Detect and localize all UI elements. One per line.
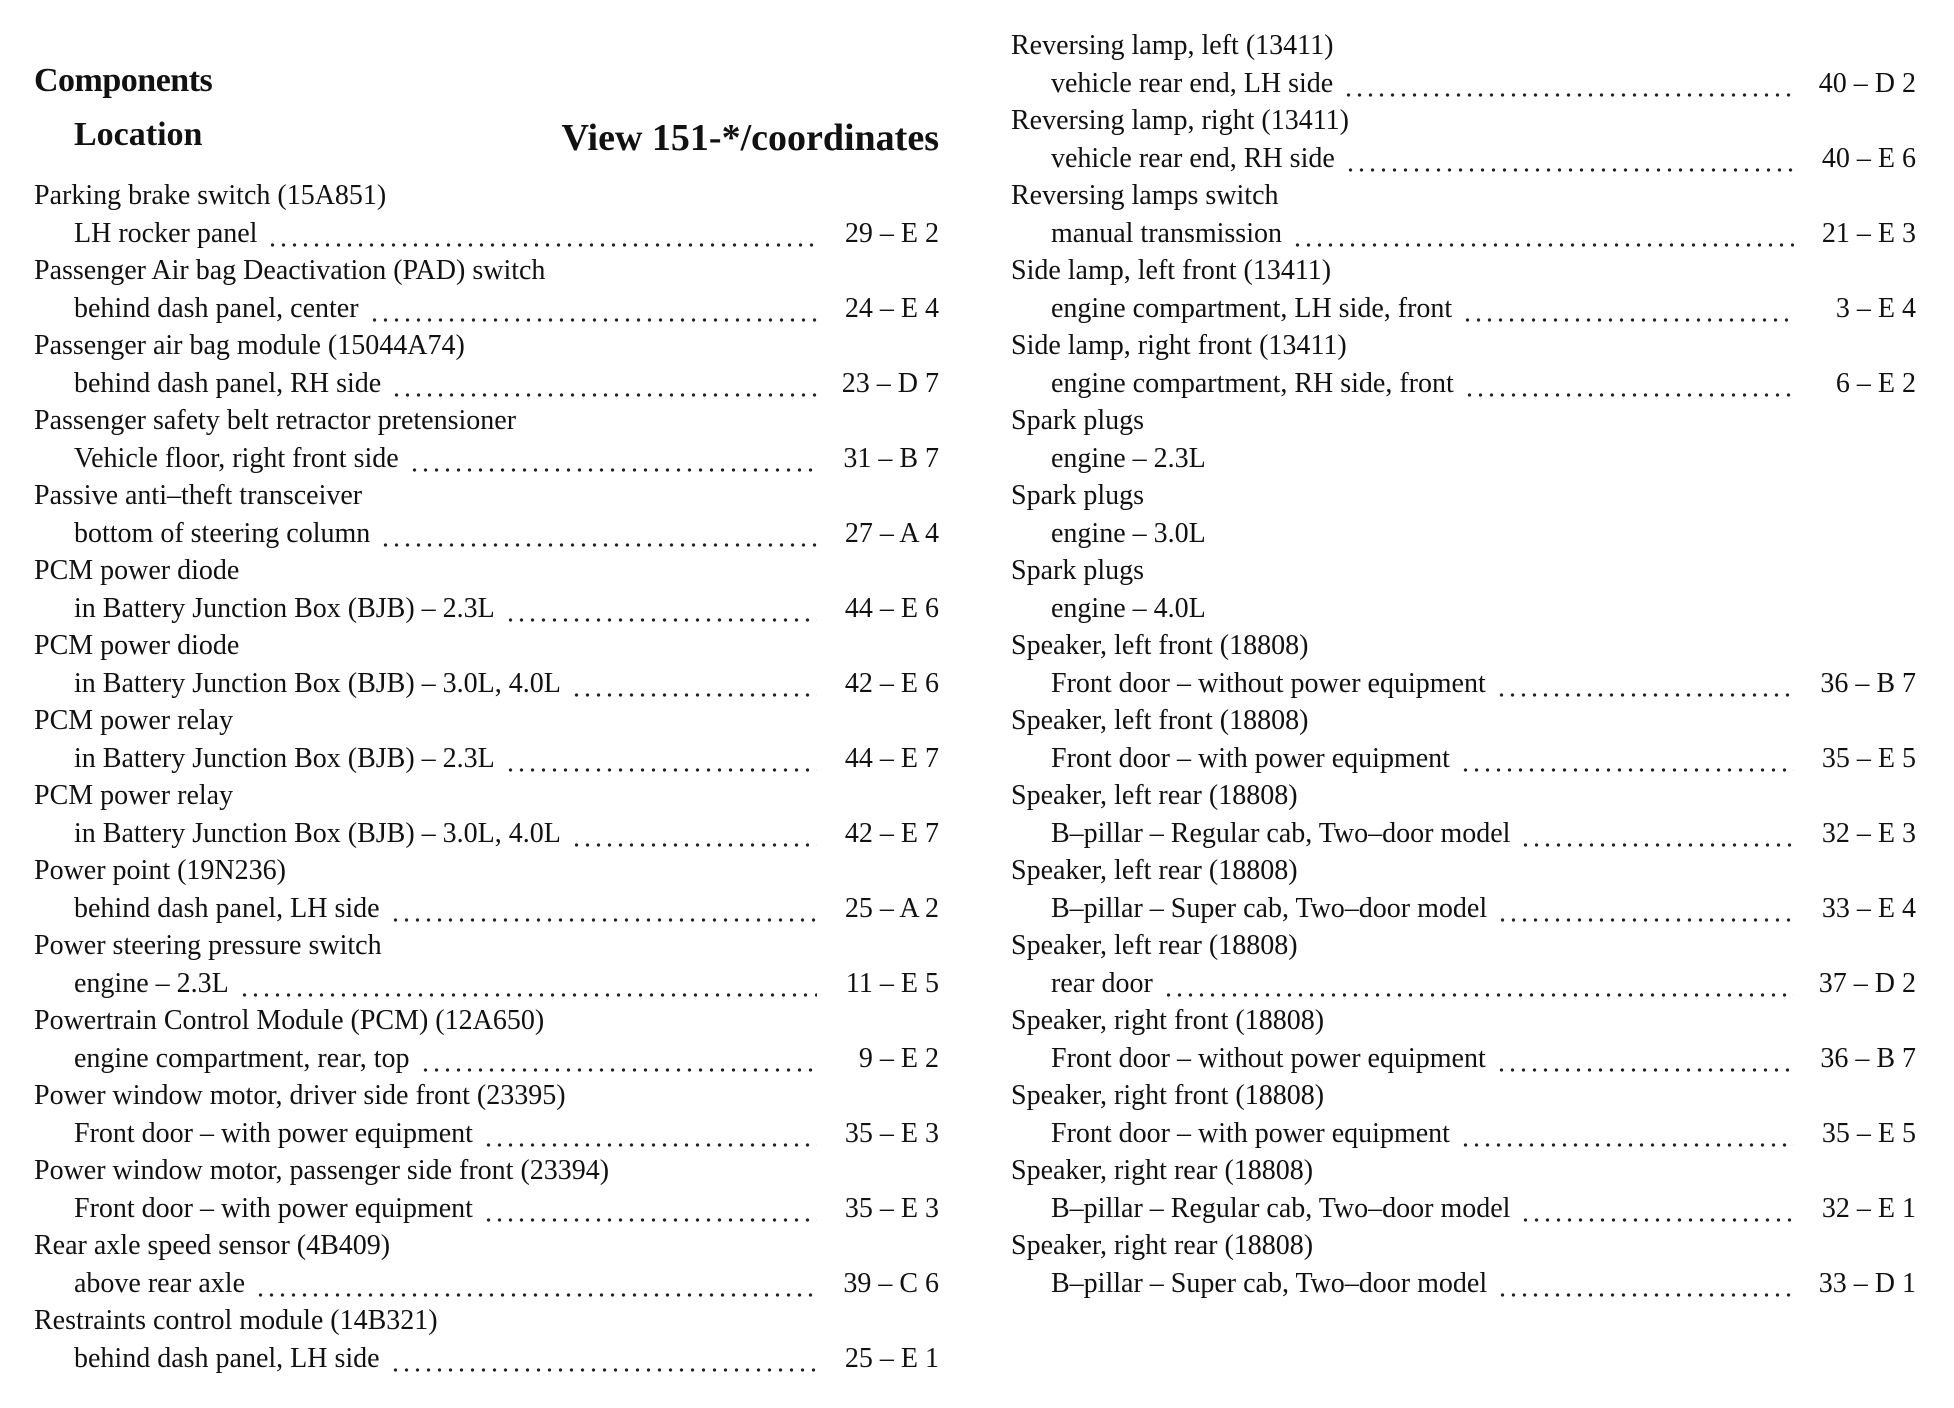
component-location-line	[34, 1190, 939, 1228]
component-location: Vehicle floor, right front side	[74, 442, 399, 474]
component-location: Front door – without power equipment	[1051, 667, 1486, 699]
dot-leader	[1496, 665, 1794, 703]
component-location-line	[1011, 365, 1916, 403]
component-entry	[1011, 402, 1916, 477]
component-name: Speaker, left rear (18808)	[1011, 780, 1298, 811]
component-name: PCM power relay	[34, 780, 234, 811]
component-entry	[34, 552, 939, 627]
view-coordinate-ref: 32 – E 3	[1821, 817, 1916, 849]
component-name: Side lamp, left front (13411)	[1011, 255, 1332, 286]
component-location-line	[1011, 1265, 1916, 1303]
component-name: Powertrain Control Module (PCM) (12A650)	[34, 1005, 545, 1036]
component-entry	[1011, 102, 1916, 177]
view-coordinate-ref: 11 – E 5	[845, 967, 939, 999]
component-location: vehicle rear end, RH side	[1051, 142, 1335, 174]
component-name: Speaker, right front (18808)	[1011, 1080, 1325, 1111]
component-location: Front door – with power equipment	[74, 1192, 473, 1224]
component-location: in Battery Junction Box (BJB) – 2.3L	[74, 592, 495, 624]
component-entry	[34, 1227, 939, 1302]
view-coordinate-ref: 25 – A 2	[844, 892, 939, 924]
view-coordinate-ref: 9 – E 2	[858, 1042, 939, 1074]
component-entry	[34, 477, 939, 552]
dot-leader	[1163, 965, 1794, 1003]
location-column-header: Location	[74, 116, 203, 153]
component-location-line	[34, 440, 939, 478]
component-location-line	[34, 515, 939, 553]
view-coordinate-ref: 44 – E 6	[844, 592, 939, 624]
dot-leader	[369, 290, 817, 328]
component-name: PCM power diode	[34, 555, 240, 586]
component-location-line	[1011, 965, 1916, 1003]
view-coordinate-ref: 27 – A 4	[844, 517, 939, 549]
component-entry	[1011, 777, 1916, 852]
component-entry	[1011, 27, 1916, 102]
section-title: Components	[34, 62, 213, 99]
dot-leader	[255, 1265, 817, 1303]
view-coordinate-ref: 32 – E 1	[1821, 1192, 1916, 1224]
view-coordinate-ref: 42 – E 7	[844, 817, 939, 849]
component-location: engine – 3.0L	[1051, 517, 1206, 549]
component-name: Side lamp, right front (13411)	[1011, 330, 1347, 361]
component-entry	[34, 702, 939, 777]
component-name: Passenger air bag module (15044A74)	[34, 330, 465, 361]
component-name: PCM power relay	[34, 705, 234, 736]
view-coordinate-ref: 35 – E 3	[844, 1117, 939, 1149]
component-location-line	[1011, 1040, 1916, 1078]
component-entry	[1011, 627, 1916, 702]
component-location: in Battery Junction Box (BJB) – 3.0L, 4.0L	[74, 817, 561, 849]
dot-leader	[1464, 365, 1794, 403]
view-coordinate-ref: 3 – E 4	[1835, 292, 1916, 324]
dot-leader	[1462, 290, 1794, 328]
component-location: B–pillar – Regular cab, Two–door model	[1051, 817, 1511, 849]
component-location-line	[34, 290, 939, 328]
component-location: vehicle rear end, LH side	[1051, 67, 1334, 99]
component-name: Speaker, left front (18808)	[1011, 705, 1309, 736]
component-entry	[34, 1302, 939, 1377]
dot-leader	[1496, 1040, 1794, 1078]
component-location-line	[1011, 215, 1916, 253]
component-name: Spark plugs	[1011, 480, 1144, 511]
component-location-line	[1011, 290, 1916, 328]
component-location: B–pillar – Regular cab, Two–door model	[1051, 1192, 1511, 1224]
component-location: in Battery Junction Box (BJB) – 2.3L	[74, 742, 495, 774]
component-location: LH rocker panel	[74, 217, 258, 249]
component-name: Reversing lamp, left (13411)	[1011, 30, 1334, 61]
component-location-line	[34, 665, 939, 703]
component-location: B–pillar – Super cab, Two–door model	[1051, 892, 1488, 924]
view-coordinate-ref: 39 – C 6	[843, 1267, 939, 1299]
component-list-right	[1011, 27, 1916, 1302]
component-name: PCM power diode	[34, 630, 240, 661]
dot-leader	[1460, 1115, 1794, 1153]
component-location: behind dash panel, LH side	[74, 892, 380, 924]
component-entry	[34, 852, 939, 927]
view-coordinate-ref: 35 – E 3	[844, 1192, 939, 1224]
component-name: Speaker, right front (18808)	[1011, 1005, 1325, 1036]
component-entry	[1011, 477, 1916, 552]
view-coordinate-ref: 40 – D 2	[1818, 67, 1916, 99]
dot-leader	[505, 740, 817, 778]
component-entry	[34, 1077, 939, 1152]
dot-leader	[1520, 1190, 1794, 1228]
component-location-line	[34, 590, 939, 628]
dot-leader	[483, 1115, 817, 1153]
view-coordinate-ref: 21 – E 3	[1821, 217, 1916, 249]
component-location-line	[34, 1040, 939, 1078]
component-entry	[1011, 1077, 1916, 1152]
component-name: Parking brake switch (15A851)	[34, 180, 387, 211]
component-entry	[1011, 927, 1916, 1002]
dot-leader	[1497, 890, 1794, 928]
view-coordinate-ref: 31 – B 7	[843, 442, 939, 474]
component-location: rear door	[1051, 967, 1153, 999]
component-location-line	[34, 890, 939, 928]
dot-leader	[267, 215, 817, 253]
component-location: bottom of steering column	[74, 517, 371, 549]
component-entry	[34, 327, 939, 402]
component-location: Front door – with power equipment	[1051, 742, 1450, 774]
component-location-line	[34, 965, 939, 1003]
component-name: Speaker, right rear (18808)	[1011, 1230, 1314, 1261]
component-name: Speaker, left rear (18808)	[1011, 930, 1298, 961]
component-name: Passive anti–theft transceiver	[34, 480, 363, 511]
component-location-line	[34, 740, 939, 778]
component-location: Front door – with power equipment	[74, 1117, 473, 1149]
dot-leader	[391, 365, 817, 403]
component-entry	[34, 252, 939, 327]
dot-leader	[1520, 815, 1794, 853]
component-name: Power steering pressure switch	[34, 930, 382, 961]
view-coordinate-ref: 6 – E 2	[1835, 367, 1916, 399]
component-location: behind dash panel, center	[74, 292, 359, 324]
component-entry	[1011, 552, 1916, 627]
component-location-line	[34, 1115, 939, 1153]
component-location: engine – 4.0L	[1051, 592, 1206, 624]
component-location: Front door – with power equipment	[1051, 1117, 1450, 1149]
component-name: Passenger Air bag Deactivation (PAD) switch	[34, 255, 546, 286]
component-location-line	[1011, 890, 1916, 928]
component-name: Speaker, left front (18808)	[1011, 630, 1309, 661]
component-location-line	[1011, 440, 1916, 478]
component-name: Speaker, right rear (18808)	[1011, 1155, 1314, 1186]
component-location: Front door – without power equipment	[1051, 1042, 1486, 1074]
dot-leader	[571, 665, 817, 703]
component-location: behind dash panel, LH side	[74, 1342, 380, 1374]
component-name: Spark plugs	[1011, 405, 1144, 436]
component-entry	[1011, 1227, 1916, 1302]
dot-leader	[1343, 65, 1794, 103]
component-location-line	[1011, 65, 1916, 103]
component-location: engine – 2.3L	[1051, 442, 1206, 474]
component-location: behind dash panel, RH side	[74, 367, 382, 399]
component-entry	[1011, 1152, 1916, 1227]
component-location-line	[34, 1265, 939, 1303]
component-location-line	[1011, 665, 1916, 703]
component-entry	[1011, 327, 1916, 402]
component-location-line	[1011, 1190, 1916, 1228]
component-location: manual transmission	[1051, 217, 1282, 249]
dot-leader	[571, 815, 817, 853]
component-location: in Battery Junction Box (BJB) – 3.0L, 4.0L	[74, 667, 561, 699]
component-name: Power window motor, driver side front (23395)	[34, 1080, 566, 1111]
component-location-line	[1011, 590, 1916, 628]
dot-leader	[505, 590, 817, 628]
component-name: Spark plugs	[1011, 555, 1144, 586]
dot-leader	[1345, 140, 1794, 178]
component-name: Reversing lamp, right (13411)	[1011, 105, 1350, 136]
component-name: Rear axle speed sensor (4B409)	[34, 1230, 391, 1261]
component-name: Restraints control module (14B321)	[34, 1305, 438, 1336]
component-entry	[34, 1152, 939, 1227]
component-location-line	[34, 365, 939, 403]
view-coordinate-ref: 40 – E 6	[1821, 142, 1916, 174]
component-entry	[34, 927, 939, 1002]
component-location-line	[1011, 1115, 1916, 1153]
dot-leader	[1497, 1265, 1794, 1303]
component-location-line	[34, 215, 939, 253]
component-location-line	[34, 815, 939, 853]
view-coordinate-ref: 35 – E 5	[1821, 742, 1916, 774]
component-name: Power point (19N236)	[34, 855, 286, 886]
component-location: engine compartment, rear, top	[74, 1042, 410, 1074]
dot-leader	[1460, 740, 1794, 778]
view-coordinate-ref: 37 – D 2	[1818, 967, 1916, 999]
component-entry	[1011, 177, 1916, 252]
view-coordinates-column-header: View 151-*/coordinates	[561, 117, 939, 159]
dot-leader	[390, 890, 817, 928]
view-coordinate-ref: 33 – E 4	[1821, 892, 1916, 924]
component-location-line	[34, 1340, 939, 1378]
component-entry	[1011, 1002, 1916, 1077]
component-entry	[1011, 702, 1916, 777]
view-coordinate-ref: 24 – E 4	[844, 292, 939, 324]
component-location: above rear axle	[74, 1267, 245, 1299]
component-entry	[34, 402, 939, 477]
component-name: Power window motor, passenger side front (23394)	[34, 1155, 610, 1186]
view-coordinate-ref: 44 – E 7	[844, 742, 939, 774]
dot-leader	[239, 965, 817, 1003]
component-entry	[34, 1002, 939, 1077]
component-entry	[34, 627, 939, 702]
component-location: engine compartment, RH side, front	[1051, 367, 1454, 399]
view-coordinate-ref: 25 – E 1	[844, 1342, 939, 1374]
component-location: engine compartment, LH side, front	[1051, 292, 1453, 324]
component-location: B–pillar – Super cab, Two–door model	[1051, 1267, 1488, 1299]
view-coordinate-ref: 23 – D 7	[841, 367, 939, 399]
component-location-line	[1011, 140, 1916, 178]
component-location: engine – 2.3L	[74, 967, 229, 999]
component-location-line	[1011, 740, 1916, 778]
dot-leader	[390, 1340, 817, 1378]
component-entry	[1011, 252, 1916, 327]
dot-leader	[409, 440, 817, 478]
component-entry	[34, 177, 939, 252]
component-location-line	[1011, 815, 1916, 853]
dot-leader	[420, 1040, 817, 1078]
view-coordinate-ref: 36 – B 7	[1820, 667, 1916, 699]
dot-leader	[1292, 215, 1794, 253]
view-coordinate-ref: 35 – E 5	[1821, 1117, 1916, 1149]
component-entry	[34, 777, 939, 852]
component-name: Reversing lamps switch	[1011, 180, 1279, 211]
component-list-left	[34, 177, 939, 1377]
component-location-line	[1011, 515, 1916, 553]
dot-leader	[483, 1190, 817, 1228]
view-coordinate-ref: 36 – B 7	[1820, 1042, 1916, 1074]
view-coordinate-ref: 42 – E 6	[844, 667, 939, 699]
dot-leader	[380, 515, 817, 553]
component-entry	[1011, 852, 1916, 927]
view-coordinate-ref: 33 – D 1	[1818, 1267, 1916, 1299]
view-coordinate-ref: 29 – E 2	[844, 217, 939, 249]
component-name: Passenger safety belt retractor pretensioner	[34, 405, 517, 436]
component-name: Speaker, left rear (18808)	[1011, 855, 1298, 886]
